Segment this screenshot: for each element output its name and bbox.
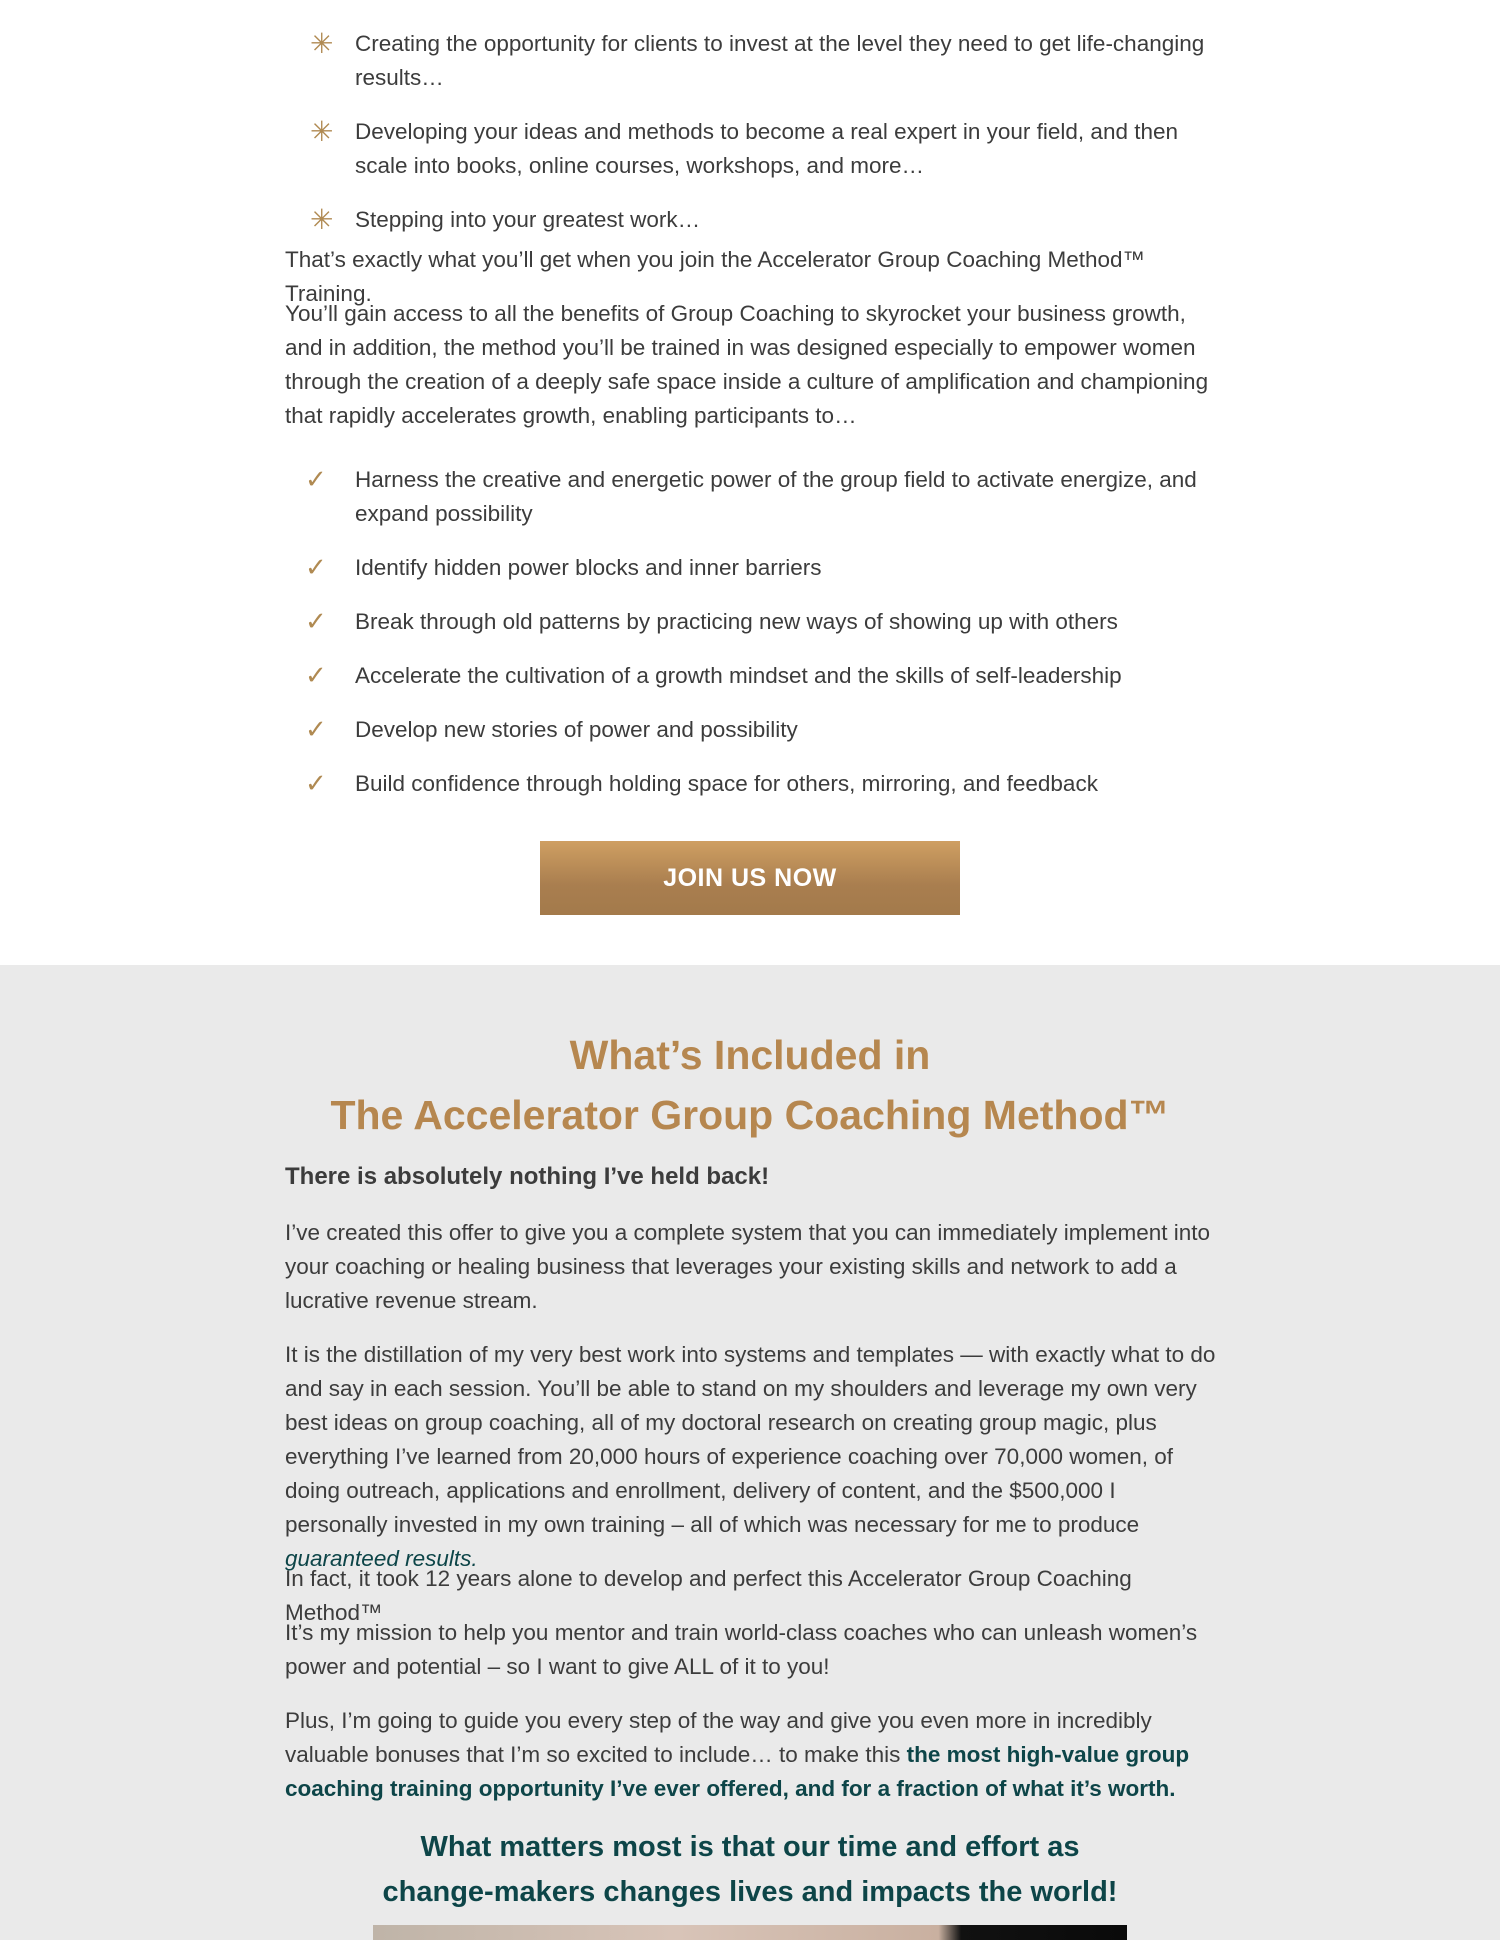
list-item-text: Creating the opportunity for clients to invest at the level they need to get life-changing results… bbox=[355, 31, 1205, 90]
checkmark-icon: ✓ bbox=[305, 553, 327, 583]
join-us-now-button[interactable]: JOIN US NOW bbox=[540, 841, 960, 915]
benefits-checklist bbox=[285, 463, 1220, 821]
list-item-text: Harness the creative and energetic power of the group field to activate energize, and expand possibility bbox=[355, 467, 1197, 526]
section-title-line2: The Accelerator Group Coaching Method™ bbox=[330, 1092, 1170, 1138]
list-item bbox=[285, 115, 1220, 183]
list-item-text: Break through old patterns by practicing new ways of showing up with others bbox=[355, 609, 1118, 634]
list-item-text: Accelerate the cultivation of a growth mindset and the skills of self-leadership bbox=[355, 663, 1122, 688]
included-paragraph: I’ve created this offer to give you a complete system that you can immediately implement into your coaching or healing business that leverages your existing skills and network to add a lucrative revenue stream. bbox=[285, 1220, 1211, 1313]
list-item bbox=[285, 551, 1220, 585]
checkmark-icon: ✓ bbox=[305, 715, 327, 745]
list-item bbox=[285, 605, 1220, 639]
paragraph-text: It is the distillation of my very best work into systems and templates — with exactly what to do and say in each session. You’ll be able to stand on my shoulders and leverage my own very best ideas on group coaching, all of my doctoral research on creating group magic, plus everything I’ve learned from 20,000 hours of experience coaching over 70,000 women, of doing outreach, applications and enrollment, delivery of content, and the $500,000 I personally invested in my own training – all of which was necessary for me to produce bbox=[285, 1342, 1216, 1537]
guaranteed-results-emphasis: guaranteed results. bbox=[285, 1546, 478, 1571]
included-paragraph: In fact, it took 12 years alone to develop and perfect this Accelerator Group Coaching Method™ bbox=[285, 1566, 1132, 1625]
list-item-text: Develop new stories of power and possibility bbox=[355, 717, 798, 742]
list-item bbox=[285, 27, 1220, 95]
list-item bbox=[285, 463, 1220, 531]
intro-paragraph: You’ll gain access to all the benefits of Group Coaching to skyrocket your business growth, and in addition, the method you’ll be trained in was designed especially to empower women through the creation of a deeply safe space inside a culture of amplification and championing that rapidly accelerates growth, enabling participants to… bbox=[285, 301, 1209, 428]
list-item-text: Stepping into your greatest work… bbox=[355, 207, 701, 232]
checkmark-icon: ✓ bbox=[305, 465, 327, 495]
benefits-section bbox=[0, 0, 1500, 965]
list-item bbox=[285, 713, 1220, 747]
star-list bbox=[285, 27, 1220, 257]
asterisk-star-icon: ✳ bbox=[310, 116, 334, 147]
paragraph-text: Plus, I’m going to guide you every step of the way and give you even more in incredibly valuable bonuses that I’m so excited to include… to make this bbox=[285, 1708, 1152, 1767]
checkmark-icon: ✓ bbox=[305, 661, 327, 691]
included-paragraph: It’s my mission to help you mentor and train world-class coaches who can unleash women’s power and potential – so I want to give ALL of it to you! bbox=[285, 1620, 1198, 1679]
asterisk-star-icon: ✳ bbox=[310, 204, 334, 235]
high-value-emphasis: the most high-value group coaching training opportunity I’ve ever offered, and for a fraction of what it’s worth. bbox=[285, 1742, 1190, 1801]
list-item-text: Developing your ideas and methods to become a real expert in your field, and then scale into books, online courses, workshops, and more… bbox=[355, 119, 1179, 178]
checkmark-icon: ✓ bbox=[305, 607, 327, 637]
included-paragraph bbox=[285, 1338, 1220, 1576]
included-paragraph bbox=[285, 1704, 1220, 1806]
coaching-photo bbox=[373, 1925, 1127, 1940]
section-title-line1: What’s Included in bbox=[569, 1032, 931, 1078]
closing-statement-line1: What matters most is that our time and effort as bbox=[420, 1831, 1080, 1863]
asterisk-star-icon: ✳ bbox=[310, 28, 334, 59]
subheading: There is absolutely nothing I’ve held back! bbox=[285, 1163, 770, 1190]
list-item-text: Identify hidden power blocks and inner barriers bbox=[355, 555, 822, 580]
checkmark-icon: ✓ bbox=[305, 769, 327, 799]
list-item-text: Build confidence through holding space for others, mirroring, and feedback bbox=[355, 771, 1098, 796]
closing-statement-line2: change-makers changes lives and impacts the world! bbox=[382, 1876, 1118, 1908]
list-item bbox=[285, 203, 1220, 237]
list-item bbox=[285, 659, 1220, 693]
list-item bbox=[285, 767, 1220, 801]
intro-paragraph: That’s exactly what you’ll get when you join the Accelerator Group Coaching Method™ Training. bbox=[285, 247, 1146, 306]
